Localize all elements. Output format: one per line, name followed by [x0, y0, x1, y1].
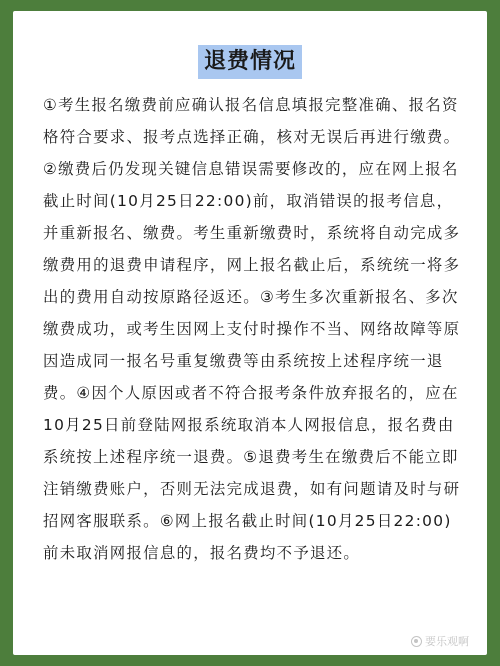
text-line: 前未取消网报信息的，报名费均不予退还。	[43, 544, 361, 562]
refund-text	[43, 89, 461, 569]
text-line: 注销缴费账户，否则无法完成退费，如有问题请及时与研	[43, 480, 461, 498]
text-line: 10月25日前登陆网报系统取消本人网报信息，报名费由	[43, 416, 455, 434]
text-line: 费。④因个人原因或者不符合报考条件放弃报名的，应在	[43, 384, 459, 402]
watermark-text: 要乐观啊	[425, 635, 469, 648]
text-line: 出的费用自动按原路径返还。③考生多次重新报名、多次	[43, 288, 459, 306]
text-line: 因造成同一报名号重复缴费等由系统按上述程序统一退	[43, 352, 444, 370]
text-line: 缴费成功，或考生因网上支付时操作不当、网络故障等原	[43, 320, 461, 338]
text-line: ②缴费后仍发现关键信息错误需要修改的，应在网上报名	[43, 160, 459, 178]
text-line: 缴费用的退费申请程序，网上报名截止后，系统统一将多	[43, 256, 461, 274]
text-line: 招网客服联系。⑥网上报名截止时间(10月25日22:00)	[43, 512, 452, 530]
text-line: 并重新报名、缴费。考生重新缴费时，系统将自动完成多	[43, 224, 461, 242]
user-circle-icon	[411, 636, 422, 647]
content-card	[13, 11, 487, 655]
text-line: 格符合要求、报考点选择正确，核对无误后再进行缴费。	[43, 128, 461, 146]
watermark	[411, 633, 469, 649]
text-line: 截止时间(10月25日22:00)前，取消错误的报考信息，	[43, 192, 454, 210]
text-line: 系统按上述程序统一退费。⑤退费考生在缴费后不能立即	[43, 448, 459, 466]
text-line: ①考生报名缴费前应确认报名信息填报完整准确、报名资	[43, 96, 459, 114]
page-title: 退费情况	[198, 45, 302, 79]
title-wrap	[13, 45, 487, 79]
